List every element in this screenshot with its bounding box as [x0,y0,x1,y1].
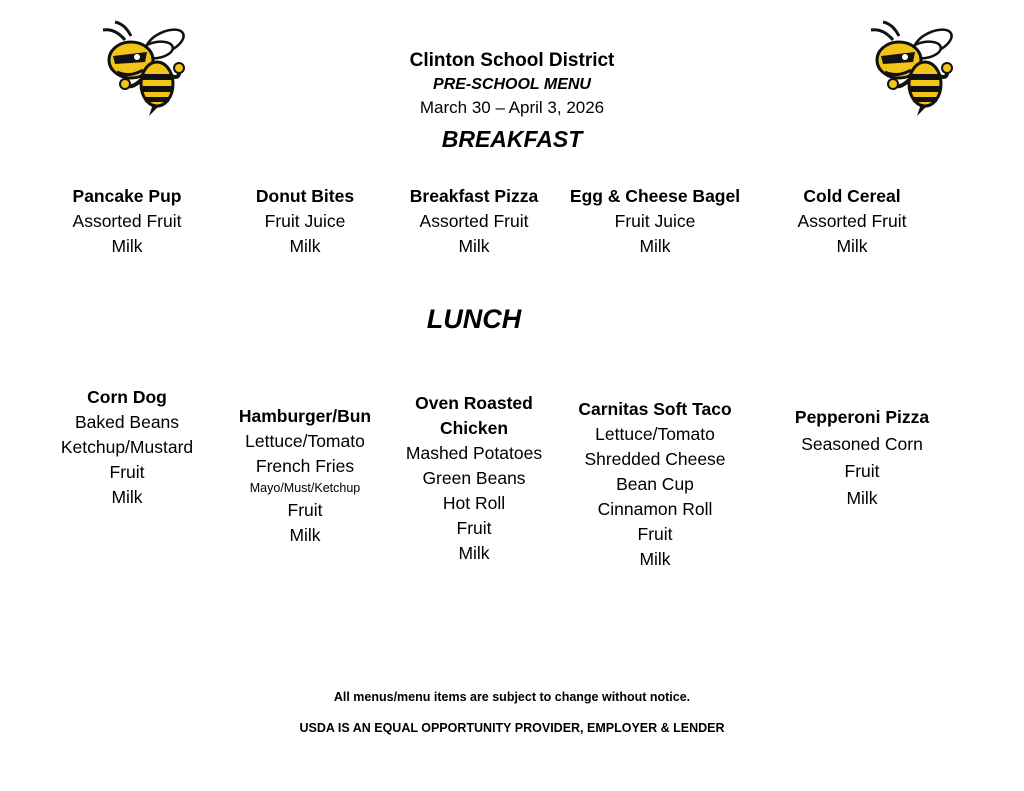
breakfast-item: Milk [836,236,868,256]
lunch-item: Milk [289,525,321,545]
breakfast-day-4 [565,184,745,259]
lunch-day-2 [215,404,395,548]
lunch-item: Milk [639,549,671,569]
lunch-item: Fruit [844,461,880,481]
lunch-item: Milk [846,488,878,508]
breakfast-day-2 [215,184,395,259]
lunch-day-3 [384,391,564,566]
lunch-title: LUNCH [426,304,522,334]
breakfast-item: Assorted Fruit [797,211,907,231]
breakfast-item: Milk [111,236,143,256]
district-name: Clinton School District [409,50,615,71]
breakfast-item: Fruit Juice [264,211,346,231]
lunch-item: Green Beans [422,468,526,488]
breakfast-item: Milk [458,236,490,256]
lunch-item: Fruit [109,462,145,482]
lunch-main: Hamburger/Bun [238,406,372,426]
breakfast-item: Fruit Juice [614,211,696,231]
breakfast-main: Donut Bites [255,186,355,206]
lunch-item: Lettuce/Tomato [245,431,365,451]
lunch-main: Pepperoni Pizza [794,407,930,427]
breakfast-item: Milk [289,236,321,256]
breakfast-day-3 [384,184,564,259]
lunch-item: Milk [458,543,490,563]
breakfast-main: Cold Cereal [803,186,901,206]
breakfast-item: Milk [639,236,671,256]
breakfast-item: Assorted Fruit [72,211,182,231]
lunch-day-4 [565,397,745,572]
breakfast-day-5 [762,184,942,259]
usda-statement: USDA IS AN EQUAL OPPORTUNITY PROVIDER, EMPLOYER & LENDER [299,721,725,735]
lunch-item: Cinnamon Roll [597,499,713,519]
lunch-item: Fruit [456,518,492,538]
yellow-jacket-mascot-right-icon [863,18,959,118]
menu-dates: March 30 – April 3, 2026 [419,98,605,117]
breakfast-item: Assorted Fruit [419,211,529,231]
change-notice: All menus/menu items are subject to change without notice. [333,690,691,704]
lunch-main: Carnitas Soft Taco [578,399,732,419]
breakfast-main: Breakfast Pizza [409,186,539,206]
lunch-main: Chicken [439,418,509,438]
lunch-item: French Fries [255,456,355,476]
lunch-item: Milk [111,487,143,507]
menu-name: PRE-SCHOOL MENU [433,76,591,93]
lunch-item: Lettuce/Tomato [595,424,715,444]
menu-header [312,48,712,120]
breakfast-title: BREAKFAST [441,126,583,152]
lunch-item: Seasoned Corn [801,434,923,454]
lunch-item: Mashed Potatoes [405,443,543,463]
lunch-item: Bean Cup [616,474,694,494]
lunch-item: Mayo/Must/Ketchup [249,481,361,495]
lunch-main: Corn Dog [87,387,167,407]
breakfast-main: Pancake Pup [72,186,182,206]
breakfast-main: Egg & Cheese Bagel [569,186,741,206]
lunch-item: Ketchup/Mustard [60,437,194,457]
lunch-item: Fruit [637,524,673,544]
breakfast-day-1 [37,184,217,259]
lunch-item: Shredded Cheese [584,449,726,469]
lunch-item: Baked Beans [74,412,180,432]
lunch-day-1 [37,385,217,510]
lunch-item: Fruit [287,500,323,520]
lunch-item: Hot Roll [442,493,506,513]
lunch-day-5 [772,405,952,511]
yellow-jacket-mascot-left-icon [95,18,191,118]
lunch-main: Oven Roasted [415,393,533,413]
